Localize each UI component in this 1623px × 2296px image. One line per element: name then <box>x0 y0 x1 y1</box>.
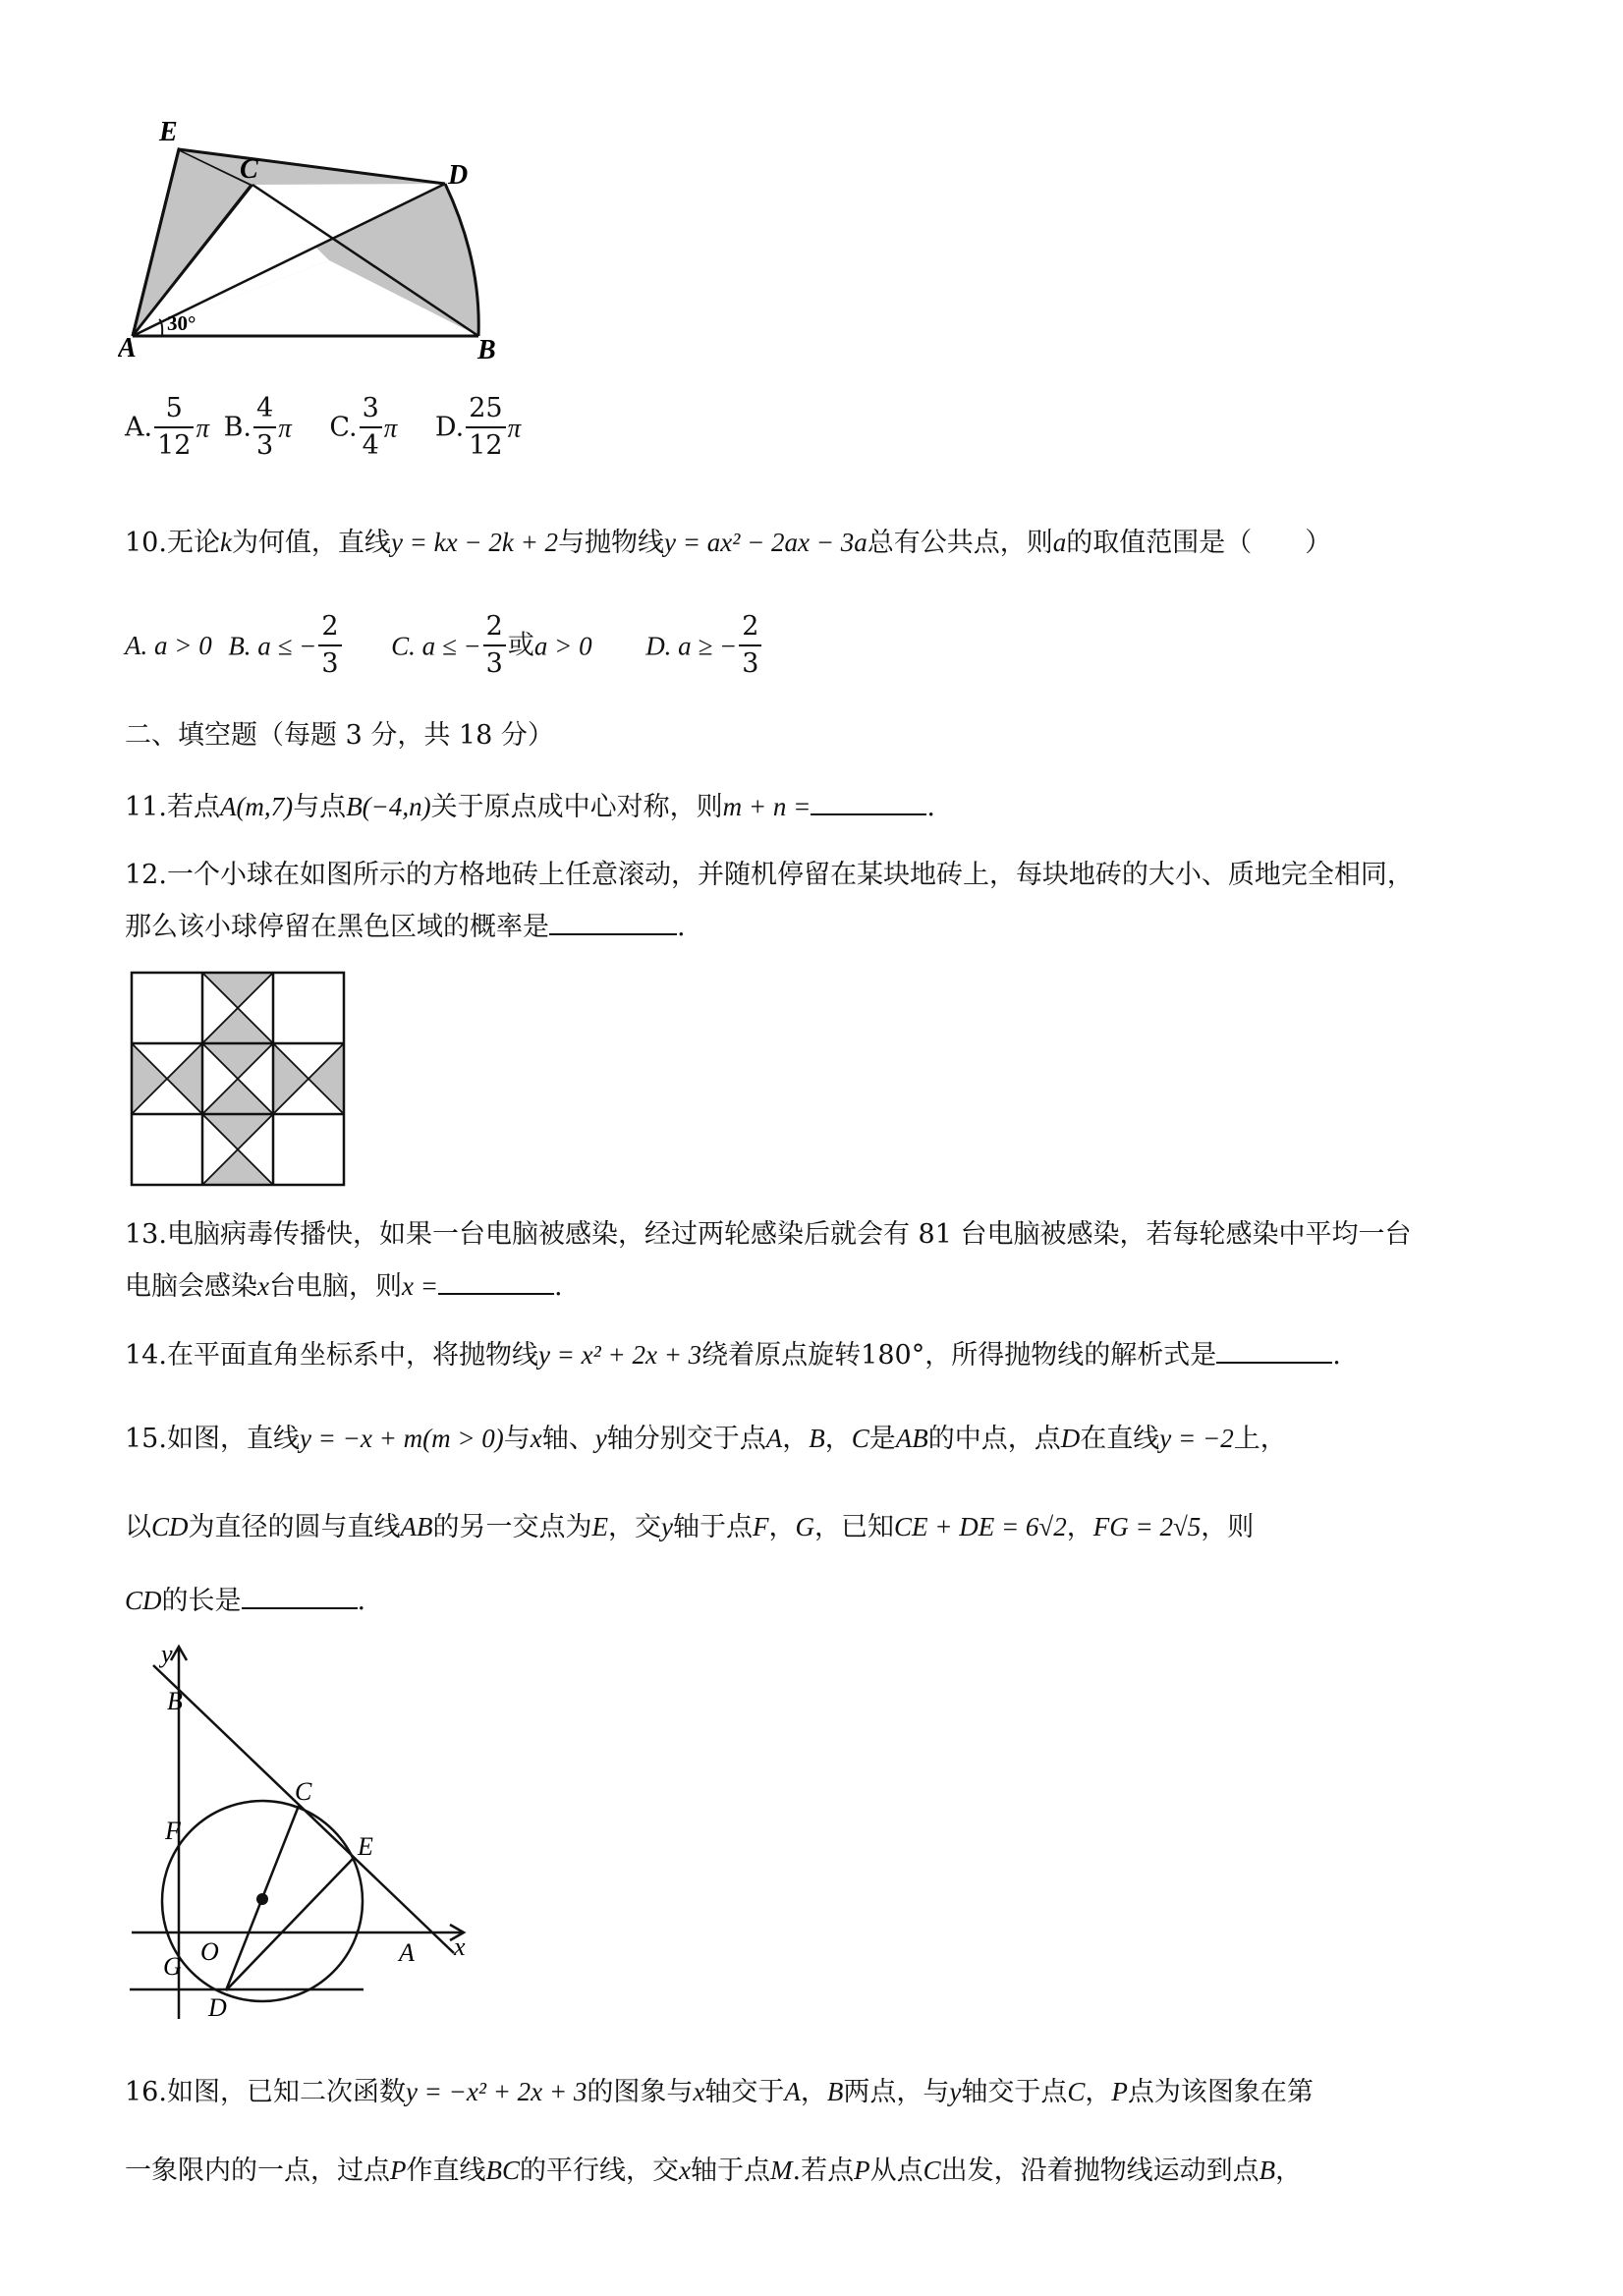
label-C: C <box>240 154 258 185</box>
q11-answer-blank[interactable] <box>811 786 926 815</box>
q11: 11.若点A(m,7)与点B(−4,n)关于原点成中心对称，则m + n = . <box>125 786 935 826</box>
q9-options <box>125 391 521 464</box>
q16-line1: 16.如图，已知二次函数y = −x² + 2x + 3的图象与x轴交于A，B两点，与y轴交于点C，P点为该图象在第 <box>125 2077 1314 2107</box>
label-y: y <box>161 1640 173 1668</box>
q10-stem: 10.无论k为何值，直线y = kx − 2k + 2与抛物线y = ax² − 2ax − 3a总有公共点，则a的取值范围是（ ） <box>125 528 1332 558</box>
q13-answer-blank[interactable] <box>438 1265 554 1295</box>
section-2-heading: 二、填空题（每题 3 分，共 18 分） <box>125 720 554 751</box>
q13-line2: 电脑会感染x台电脑，则x = . <box>125 1265 563 1306</box>
q15-line1: 15.如图，直线y = −x + m(m > 0)与x轴、y轴分别交于点A，B，C是AB的中点，点D在直线y = −2上， <box>125 1424 1287 1454</box>
q13-line1: 13.电脑病毒传播快，如果一台电脑被感染，经过两轮感染后就会有 81 台电脑被感染，若每轮感染中平均一台 <box>125 1219 1412 1250</box>
label-angle: 30° <box>167 311 196 335</box>
label-D: D <box>448 160 469 191</box>
figure-q9 <box>118 113 531 368</box>
label-C: C <box>295 1777 312 1806</box>
label-F: F <box>165 1817 181 1845</box>
q16-line2: 一象限内的一点，过点P作直线BC的平行线，交x轴于点M.若点P从点C出发，沿着抛物线运动到点B， <box>125 2156 1303 2186</box>
label-B: B <box>477 335 496 365</box>
q10-options <box>125 609 763 682</box>
q14: 14.在平面直角坐标系中，将抛物线y = x² + 2x + 3绕着原点旋转180°，所得抛物线的解析式是 . <box>125 1334 1341 1374</box>
circle-center <box>256 1893 268 1905</box>
q10-option-d: D. a ≥ − $\frac{2}{3}$ <box>645 630 763 660</box>
label-E: E <box>358 1832 373 1861</box>
q10-option-b: B. a ≤ − $\frac{2}{3}$ <box>228 630 352 660</box>
label-G: G <box>163 1952 182 1981</box>
q15-line2: 以CD为直径的圆与直线AB的另一交点为E，交y轴于点F，G，已知CE + DE = 6√2，FG = 2√5，则 <box>125 1512 1255 1542</box>
label-O: O <box>200 1937 219 1966</box>
label-B: B <box>167 1687 183 1715</box>
q9-option-b: B. $\frac{4}{3}$ π <box>223 393 292 461</box>
q12-answer-blank[interactable] <box>549 906 677 935</box>
label-E: E <box>159 117 178 147</box>
label-D: D <box>208 1993 227 2022</box>
q15-line3: CD的长是 . <box>125 1580 365 1620</box>
q9-option-a: A. $\frac{5}{12}$ π <box>125 393 209 461</box>
q12-line1: 12.一个小球在如图所示的方格地砖上任意滚动，并随机停留在某块地砖上，每块地砖的大小、质地完全相同， <box>125 860 1414 890</box>
label-A: A <box>118 333 137 364</box>
figure-q15 <box>118 1631 491 2024</box>
label-x: x <box>454 1932 466 1961</box>
q15-answer-blank[interactable] <box>242 1580 358 1609</box>
figure-q12-grid <box>128 968 354 1194</box>
q9-option-c: C. $\frac{3}{4}$ π <box>329 393 398 461</box>
q12-line2: 那么该小球停留在黑色区域的概率是 . <box>125 906 686 946</box>
q14-answer-blank[interactable] <box>1216 1334 1332 1364</box>
q10-option-a: A. a > 0 <box>125 631 212 660</box>
q10-option-c: C. a ≤ − $\frac{2}{3}$ 或a > 0 <box>391 611 592 679</box>
q9-option-d: D. $\frac{25}{12}$ π <box>434 393 522 461</box>
label-A: A <box>399 1938 415 1967</box>
